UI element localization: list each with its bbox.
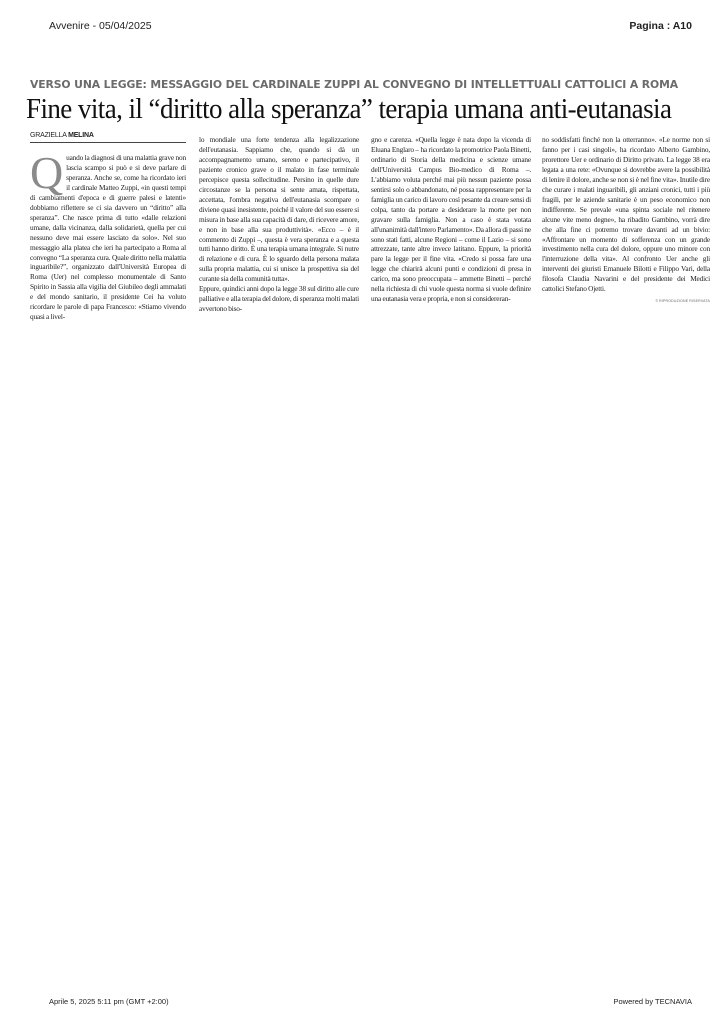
footer-timestamp: Aprile 5, 2025 5:11 pm (GMT +2:00) <box>49 997 169 1006</box>
paragraph: no soddisfatti finché non la otterranno». «Le norme non si fanno per i casi singoli», ha ricordato Alberto Gambino, prorettore Uer e ordinario di Diritto privato. La legge 38 era legata a una rete: «Ovunque si dovrebbe avere la possibilità di lenire il dolore, anche se non si è nel fine vita». Inutile dire che curare i malati inguaribili, gli anziani cronici, tutti i più fragili, per le aziende sanitarie è un peso economico non indifferente. Se prevale «una spinta sociale nel ritenere alcune vite meno degne», ha ribadito Gambino, vorrà dire che alla fine ci potremo trovare davanti ad un bivio: «Affrontare un momento di sofferenza con un grande investimento nella cura del dolore, oppure uno minore con l'interruzione della vita». Al confronto Uer anche gli interventi dei giuristi Emanuele Bilotti e Filippo Vari, della filosofa Claudia Navarini e del presidente dei Medici cattolici Stefano Ojetti. <box>542 135 710 294</box>
byline-last-name: MELINA <box>68 132 94 139</box>
article-column-3 <box>371 135 531 304</box>
page-number: Pagina : A10 <box>629 20 692 32</box>
article-column-2 <box>199 135 359 314</box>
article-column-1 <box>30 147 186 322</box>
page-header <box>49 20 692 36</box>
paragraph: Eppure, quindici anni dopo la legge 38 sul diritto alle cure palliative e alla terapia del dolore, di speranza molti malati avvertono biso- <box>199 284 359 314</box>
paragraph: lo mondiale una forte tendenza alla legalizzazione dell'eutanasia. Sappiamo che, quando si dà un accompagnamento umano, sereno e partecipativo, il paziente cronico grave o il malato in fase terminale percepisce questa sollecitudine. Persino in quelle dure circostanze se la persona si sente amata, rispettata, accettata, l'ombra negativa dell'eutanasia scompare o diviene quasi inesistente, poiché il valore del suo essere si misura in base alla sua capacità di dare, di ricevere amore, e non in base alla sua produttività». «Ecco – è il commento di Zuppi –, questa è vera speranza e a questa tutti hanno diritto. È una terapia umana integrale. Si nutre di relazione e di cura. È lo sguardo della persona malata sulla propria malattia, cui si unisce la prospettiva sia del curante sia della comunità tutta». <box>199 135 359 284</box>
copyright-notice: © RIPRODUZIONE RISERVATA <box>655 299 710 304</box>
byline-first-name: GRAZIELLA <box>30 132 67 139</box>
paragraph: uando la diagnosi di una malattia grave non lascia scampo si può e si deve parlare di speranza. Anche se, come ha ricordato ieri il cardinale Matteo Zuppi, «in questi tempi di cambiamenti d'epoca e di guerre palesi e latenti» dobbiamo riflettere se ci sia davvero un “diritto” alla speranza”. Che nasce prima di tutto «dalle relazioni umane, dalla vicinanza, dalla solidarietà, quella per cui nessuno deve mai essere lasciato da solo». Nel suo messaggio alla platea che ieri ha partecipato a Roma al convegno “La speranza cura. Quale diritto nella malattia inguaribile?”, organizzato dall'Università Europea di Roma (Uer) nel complesso monumentale di Santo Spirito in Sassia alla vigilia del Giubileo degli ammalati e del mondo sanitario, il presidente Cei ha voluto ricordare le parole di papa Francesco: «Stiamo vivendo quasi a livel- <box>30 153 186 322</box>
paragraph: gno e carenza. «Quella legge è nata dopo la vicenda di Eluana Englaro – ha ricordato la promotrice Paola Binetti, ordinario di Storia della medicina e scienze umane dell'Università Campus Bio-medico di Roma –. L'abbiamo voluta perché mai più nessun paziente possa sentirsi solo o abbandonato, né possa rappresentare per la famiglia un carico di lavoro così pesante da creare sensi di colpa, tanto da portare a desiderare la morte per non gravare sulla famiglia. Non a caso è stata votata all'unanimità dall'intero Parlamento». Da allora di passi ne sono stati fatti, alcune Regioni – come il Lazio – si sono attrezzate, tante altre invece latitano. Eppure, la priorità pare la legge per il fine vita. «Credo si possa fare una legge che chiarirà alcuni punti e condizioni di presa in carico, ma sono preoccupata – ammette Binetti – perché nella richiesta di chi vuole questa norma si vuole definire una eutanasia vera e propria, e non si considereran- <box>371 135 531 304</box>
page-footer <box>49 997 692 1006</box>
drop-cap: Q <box>30 147 64 198</box>
publication-date: Avvenire - 05/04/2025 <box>49 20 152 32</box>
article-column-4 <box>542 135 710 307</box>
article-headline: Fine vita, il “diritto alla speranza” terapia umana anti-eutanasia <box>26 93 672 125</box>
byline <box>30 132 186 143</box>
article-kicker: VERSO UNA LEGGE: MESSAGGIO DEL CARDINALE ZUPPI AL CONVEGNO DI INTELLETTUALI CATTOLICI A ROMA <box>30 78 678 91</box>
powered-by: Powered by TECNAVIA <box>613 997 692 1006</box>
